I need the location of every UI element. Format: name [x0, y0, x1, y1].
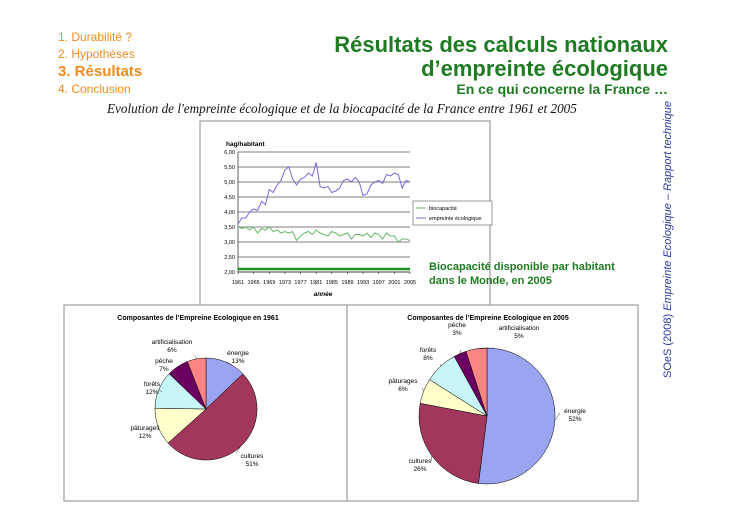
slice-percent: 26%	[413, 466, 427, 473]
y-tick-label: 2,00	[224, 270, 235, 276]
slide-title-line2: d’empreinte écologique	[421, 56, 668, 81]
y-tick-label: 3,00	[224, 240, 235, 246]
y-tick-label: 4,50	[224, 195, 235, 201]
x-tick-label: 1965	[247, 280, 260, 286]
x-tick-label: 1969	[263, 280, 276, 286]
slice-label: pâturages	[388, 378, 418, 385]
slice-percent: 8%	[423, 355, 433, 362]
x-tick-label: 1961	[231, 280, 245, 286]
x-tick-label: 1977	[294, 280, 307, 286]
slice-label: pêche	[155, 358, 173, 365]
slide-title-line1: Résultats des calculs nationaux	[334, 32, 668, 57]
world-biocapacity-label-line2: dans le Monde, en 2005	[429, 275, 552, 287]
slice-label: artificialisation	[151, 339, 193, 346]
slice-percent: 12%	[138, 433, 152, 440]
slice-label: cultures	[240, 453, 264, 460]
source-title: Empreinte Ecologique – Rapport technique	[662, 100, 674, 311]
slice-label: énergie	[564, 408, 586, 415]
slice-label: forêts	[143, 381, 161, 388]
x-tick-label: 2001	[388, 280, 401, 286]
slice-percent: 3%	[452, 330, 462, 337]
x-tick-label: 1993	[356, 280, 370, 286]
x-tick-label: 1985	[325, 280, 338, 286]
line-chart-xlabel: année	[313, 291, 333, 298]
slice-label: artificialisation	[498, 325, 540, 332]
slice-percent: 7%	[159, 366, 169, 373]
legend-biocapacity-label: biocapacité	[429, 206, 457, 212]
slice-percent: 51%	[245, 461, 259, 468]
line-chart-ylabel: hag/habitant	[226, 141, 265, 148]
slice-label: forêts	[419, 347, 437, 354]
slide-subtitle: En ce qui concerne la France …	[456, 81, 668, 97]
nav-item-durabilite[interactable]: 1. Durabilité ?	[58, 30, 133, 44]
nav-item-conclusion[interactable]: 4. Conclusion	[58, 82, 131, 96]
slice-label: pâturages	[130, 425, 160, 432]
slice-label: pêche	[448, 322, 466, 329]
slice-percent: 5%	[514, 333, 524, 340]
legend-footprint-label: empreinte écologique	[429, 216, 482, 222]
x-tick-label: 1973	[278, 280, 292, 286]
world-biocapacity-label-line1: Biocapacité disponible par habitant	[429, 261, 615, 273]
x-tick-label: 1997	[372, 280, 385, 286]
slice-percent: 6%	[167, 347, 177, 354]
slice-percent: 13%	[231, 358, 245, 365]
slice-percent: 6%	[398, 386, 408, 393]
x-tick-label: 1989	[341, 280, 354, 286]
slice-percent: 52%	[568, 416, 582, 423]
slice-label: énergie	[227, 350, 249, 357]
nav-item-resultats[interactable]: 3. Résultats	[58, 63, 143, 80]
x-tick-label: 1981	[310, 280, 323, 286]
y-tick-label: 5,50	[224, 165, 235, 171]
source-prefix: SOeS (2008)	[662, 310, 674, 378]
pie-2005-title: Composantes de l’Empreine Ecologique en 2005	[407, 315, 569, 322]
slice-label: cultures	[408, 458, 432, 465]
y-tick-label: 6,00	[224, 150, 235, 156]
y-tick-label: 5,00	[224, 180, 235, 186]
pie-1961-title: Composantes de l’Empreine Ecologique en 1961	[117, 315, 279, 322]
y-tick-label: 4,00	[224, 210, 235, 216]
x-tick-label: 2005	[403, 280, 417, 286]
y-tick-label: 3,50	[224, 225, 235, 231]
nav-item-hypotheses[interactable]: 2. Hypothèses	[58, 47, 135, 61]
slice-percent: 12%	[145, 389, 159, 396]
y-tick-label: 2,50	[224, 255, 235, 261]
figure-caption: Evolution de l'empreinte écologique et de la biocapacité de la France entre 1961 et 2005	[107, 101, 577, 116]
